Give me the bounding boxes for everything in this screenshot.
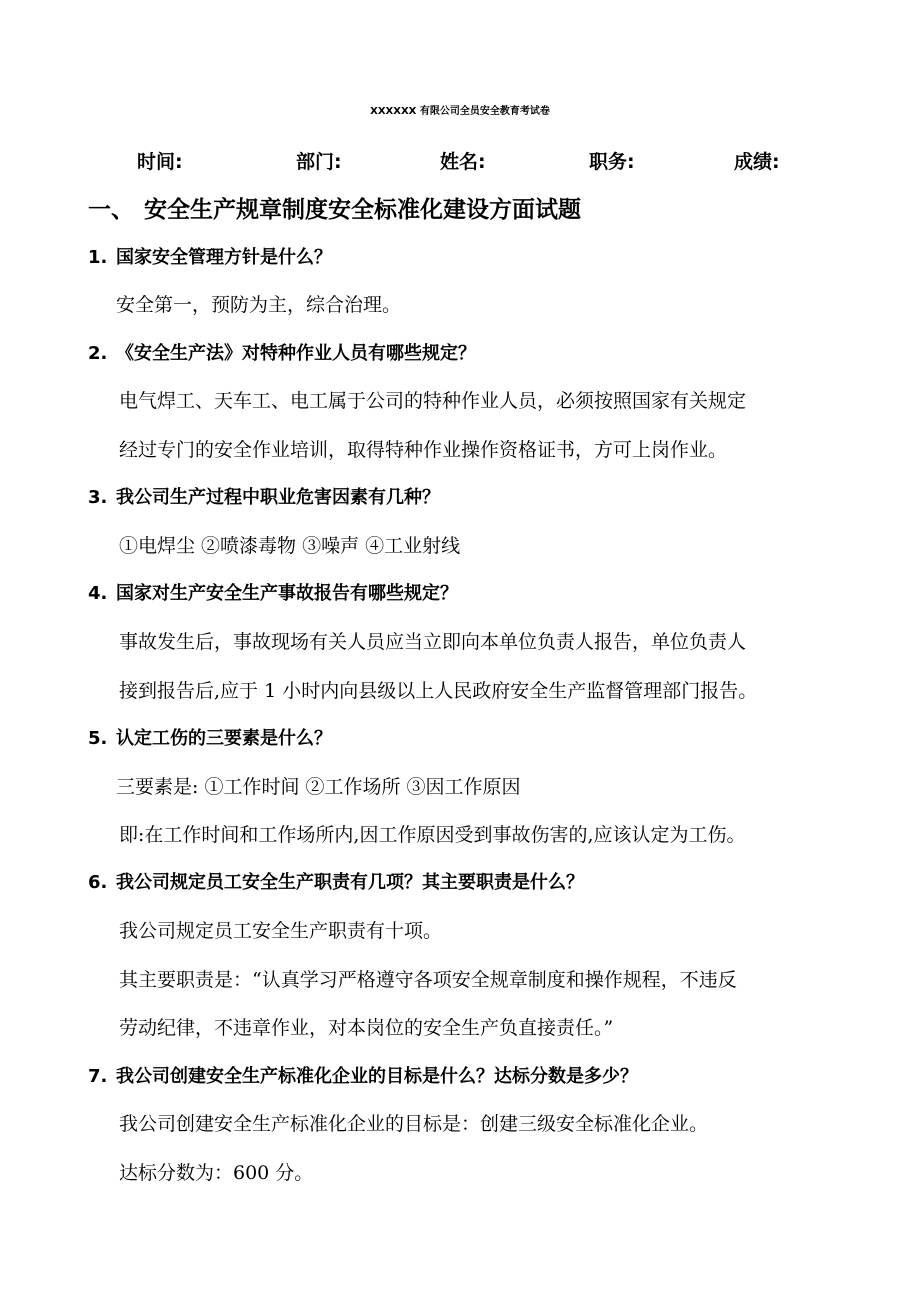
question-3 [88,483,440,513]
answer-line: 安全第一，预防为主，综合治理。 [116,294,402,316]
question-text: 认定工伤的三要素是什么？ [116,728,332,749]
question-number: 1. [88,247,108,268]
answer-line: 经过专门的安全作业培训，取得特种作业操作资格证书，方可上岗作业。 [119,439,728,461]
field-time-label: 时间: [137,151,183,173]
field-position-label: 职务: [589,151,635,173]
question-text: 国家安全管理方针是什么？ [116,247,332,268]
question-text: 我公司规定员工安全生产职责有几项？其主要职责是什么？ [116,872,584,893]
answer-line: 其主要职责是：“认真学习严格遵守各项安全规章制度和操作规程，不违反 [119,969,737,991]
section-number: 一、 [88,197,134,223]
question-text: 《安全生产法》对特种作业人员有哪些规定？ [116,343,476,364]
answer-line: 接到报告后,应于 1 小时内向县级以上人民政府安全生产监督管理部门报告。 [119,680,758,702]
question-number: 3. [88,487,108,508]
question-text: 我公司创建安全生产标准化企业的目标是什么？达标分数是多少？ [116,1066,638,1087]
question-1 [88,243,332,273]
question-4 [88,579,458,609]
question-text: 国家对生产安全生产事故报告有哪些规定？ [116,583,458,604]
answer-line: 我公司创建安全生产标准化企业的目标是：创建三级安全标准化企业。 [119,1113,709,1135]
question-number: 5. [88,728,108,749]
question-number: 2. [88,343,108,364]
question-text: 我公司生产过程中职业危害因素有几种？ [116,487,440,508]
question-number: 7. [88,1066,108,1087]
answer-line: ①电焊尘 ②喷漆毒物 ③噪声 ④工业射线 [119,535,461,557]
section-heading [88,192,581,228]
section-title: 安全生产规章制度安全标准化建设方面试题 [144,197,581,223]
answer-line: 劳动纪律，不违章作业，对本岗位的安全生产负直接责任。” [119,1017,614,1039]
field-score-label: 成绩: [734,151,780,173]
question-6 [88,868,584,898]
question-number: 4. [88,583,108,604]
question-5 [88,724,332,754]
field-name-label: 姓名: [440,151,486,173]
header-fields [0,146,920,178]
answer-line: 达标分数为：600 分。 [119,1162,314,1184]
document-title: XXXXXX 有限公司全员安全教育考试卷 [370,106,550,117]
answer-line: 电气焊工、天车工、电工属于公司的特种作业人员，必须按照国家有关规定 [119,390,747,412]
answer-line: 我公司规定员工安全生产职责有十项。 [119,920,443,942]
answer-line: 即:在工作时间和工作场所内,因工作原因受到事故伤害的,应该认定为工伤。 [119,824,746,846]
field-department-label: 部门: [296,151,342,173]
question-number: 6. [88,872,108,893]
answer-line: 三要素是: ①工作时间 ②工作场所 ③因工作原因 [116,776,521,798]
question-7 [88,1062,638,1092]
answer-line: 事故发生后，事故现场有关人员应当立即向本单位负责人报告，单位负责人 [119,631,747,653]
question-2 [88,339,476,369]
